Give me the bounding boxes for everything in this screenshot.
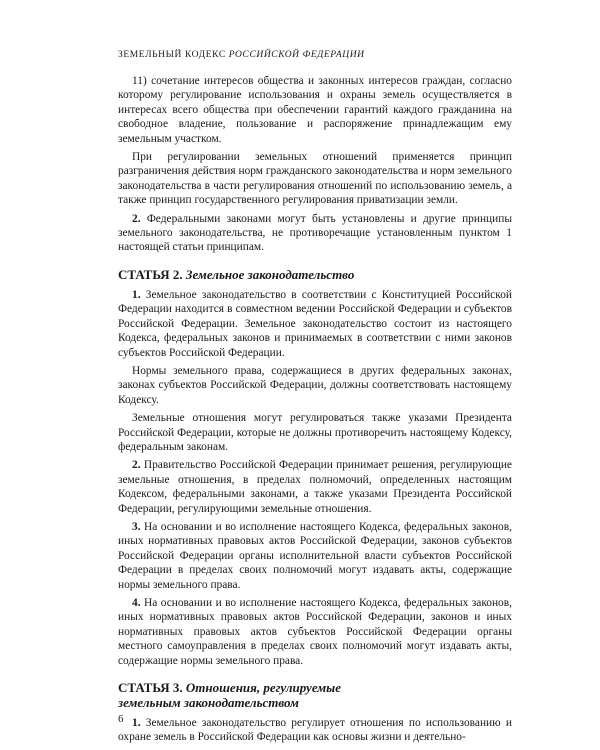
paragraph	[118, 716, 512, 745]
paragraph	[118, 596, 512, 668]
clause-number: 4.	[132, 597, 141, 609]
clause-number: 1.	[132, 717, 141, 730]
article-heading	[118, 680, 512, 710]
article-title: Отношения, регулируемые	[185, 680, 341, 696]
paragraph: Земельные отношения могут регулироваться также указами Президента Российской Федерации, которые не должны противоречить настоящему Кодексу, федеральным законам.	[118, 412, 512, 453]
clause-text: Правительство Российской Федерации принимает решения, регулирующие земельные отношения, в пределах полномочий, определенных настоящим Кодексом, федеральными законами, а также указами Президента Российской Федерации, регулирующими земельные отношения.	[118, 459, 512, 515]
running-head-italic: РОССИЙСКОЙ ФЕДЕРАЦИИ	[228, 50, 365, 60]
article-heading	[118, 267, 512, 282]
clause-text: На основании и во исполнение настоящего Кодекса, федеральных законов, иных нормативных правовых актов Российской Федерации, законов и иных нормативных правовых актов субъектов Российской Федерации органы местного самоуправления в пределах своих полномочий могут издавать акты, содержащие нормы земельного права.	[118, 597, 512, 667]
paragraph: При регулировании земельных отношений применяется принцип разграничения действия норм гражданского законодательства и норм земельного законодательства в части регулирования отношений по использованию земель, а также принцип государственного регулирования приватизации земли.	[118, 151, 512, 207]
paragraph: Нормы земельного права, содержащиеся в других федеральных законах, законах субъектов Российской Федерации, должны соответствовать настоящему Кодексу.	[118, 364, 512, 406]
page-body	[118, 50, 512, 745]
clause-text: На основании и во исполнение настоящего Кодекса, федеральных законов, иных нормативных правовых актов Российской Федерации, законов субъектов Российской Федерации органы исполнительной власти субъектов Российской Федерации в пределах своих полномочий могут издавать акты, содержащие нормы земельного права.	[118, 520, 512, 591]
paragraph	[118, 212, 512, 255]
article-label: СТАТЬЯ 3.	[118, 680, 183, 696]
article-label: СТАТЬЯ 2.	[118, 266, 183, 282]
clause-number: 2.	[132, 212, 141, 225]
article-title-continued: земельным законодательством	[118, 695, 299, 711]
clause-text: Федеральными законами могут быть установлены и другие принципы земельного законодательства, не противоречащие установленным пунктом 1 настоящей статьи принципам.	[118, 212, 512, 254]
running-head-main: ЗЕМЕЛЬНЫЙ КОДЕКС	[118, 50, 226, 60]
clause-number: 2.	[132, 459, 141, 472]
clause-number: 1.	[132, 288, 141, 301]
page-number: 6	[118, 713, 124, 725]
clause-number: 3.	[132, 520, 141, 533]
paragraph: 11) сочетание интересов общества и законных интересов граждан, согласно которому регулирование использования и охраны земель осуществляется в интересах всего общества при обеспечении гарантий каждого гражданина на свободное владение, пользование и распоряжение принадлежащим ему земельным участком.	[118, 75, 512, 145]
article-title: Земельное законодательство	[185, 266, 355, 282]
clause-text: Земельное законодательство в соответствии с Конституцией Российской Федерации находится в совместном ведении Российской Федерации и субъектов Российской Федерации. Земельное законодательство состоит из настоящего Кодекса, федеральных законов и принимаемых в соответствии с ними законов субъектов Российской Федерации.	[118, 288, 512, 359]
clause-text: Земельное законодательство регулирует отношения по использованию и охране земель в Российской Федерации как основы жизни и деятельно-	[118, 717, 512, 744]
paragraph	[118, 458, 512, 516]
paragraph	[118, 288, 512, 360]
running-head	[118, 50, 512, 60]
paragraph	[118, 520, 512, 592]
